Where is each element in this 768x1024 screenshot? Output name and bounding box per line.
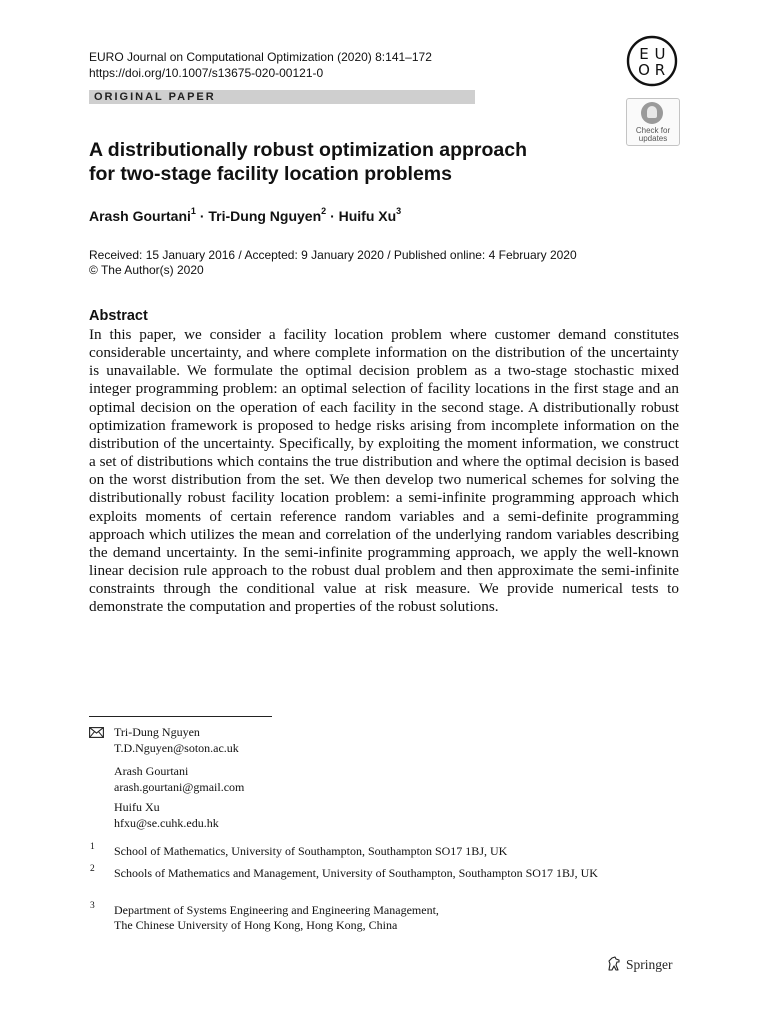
affiliation-text: School of Mathematics, University of Southampton, Southampton SO17 1BJ, UK: [114, 844, 508, 858]
author-separator: ·: [199, 208, 205, 224]
affiliation-number: 2: [90, 864, 95, 874]
euro-logo-letter: U: [654, 45, 666, 63]
envelope-icon: [89, 727, 104, 738]
author-separator: ·: [330, 208, 335, 224]
copyright-notice: © The Author(s) 2020: [89, 263, 204, 277]
affiliation-text: Department of Systems Engineering and Engineering Management,: [114, 903, 439, 917]
affiliation-text: Schools of Mathematics and Management, University of Southampton, Southampton SO17 1BJ, UK: [114, 866, 598, 880]
affiliation-text: The Chinese University of Hong Kong, Hong Kong, China: [114, 918, 398, 932]
publication-dates: Received: 15 January 2016 / Accepted: 9 January 2020 / Published online: 4 February 2020: [89, 248, 577, 262]
publisher-name: Springer: [626, 957, 673, 972]
author-affiliation-mark: 1: [190, 206, 196, 217]
affiliation-number: 3: [90, 901, 95, 911]
paper-title: [89, 138, 609, 186]
affiliation-number: 1: [90, 842, 95, 852]
contact-email[interactable]: hfxu@se.cuhk.edu.hk: [114, 816, 219, 830]
contact-name: Tri-Dung Nguyen: [114, 725, 200, 739]
springer-horse-icon: [606, 956, 622, 972]
euro-logo: [626, 35, 678, 87]
euro-logo-letter: O: [638, 61, 650, 79]
contact-name: Huifu Xu: [114, 800, 160, 814]
author-affiliation-mark: 2: [321, 206, 327, 217]
abstract-text: In this paper, we consider a facility location problem where customer demand constitutes considerable uncertainty, and where complete information on the distribution of the uncertainty is unavailable. We formulate the optimal decision problem as a two-stage stochastic mixed integer programming problem: an optimal selection of facility locations in the first stage and an optimal decision on the operation of each facility in the second stage. A distributionally robust optimization framework is proposed to hedge risks arising from incomplete information on the distribution of the uncertainty. Specifically, by exploiting the moment information, we construct a set of distributions which contains the true distribution and where the optimal decision is based on the worst distribution from the set. We then develop two numerical schemes for solving the distributionally robust facility location problem: a semi-infinite programming approach which exploits moments of certain reference random variables and a semi-definite programming approach which utilizes the mean and correlation of the underlying random variables describing the demand uncertainty. In the semi-infinite programming approach, we apply the well-known linear decision rule approach to the robust dual problem and then approximate the semi-infinite constraints through the conditional value at risk measure. We provide numerical tests to demonstrate the computation and properties of the robust solutions.: [89, 326, 679, 616]
author-list: [89, 207, 401, 225]
contact-email[interactable]: T.D.Nguyen@soton.ac.uk: [114, 741, 239, 755]
footnote-divider: [89, 716, 272, 717]
journal-citation: EURO Journal on Computational Optimization (2020) 8:141–172: [89, 50, 432, 64]
euro-logo-letter: R: [654, 61, 666, 79]
doi-link[interactable]: https://doi.org/10.1007/s13675-020-00121-0: [89, 66, 324, 80]
check-for-updates-badge[interactable]: [626, 98, 680, 146]
abstract-heading: Abstract: [89, 308, 148, 324]
author-name[interactable]: Huifu Xu: [338, 208, 397, 224]
title-line-1: A distributionally robust optimization approach: [89, 139, 528, 161]
author-name[interactable]: Tri-Dung Nguyen: [208, 208, 322, 224]
author-affiliation-mark: 3: [396, 206, 402, 217]
check-badge-line2: updates: [638, 134, 668, 143]
author-name[interactable]: Arash Gourtani: [89, 208, 191, 224]
contact-email[interactable]: arash.gourtani@gmail.com: [114, 780, 245, 794]
check-for-updates-icon: [641, 102, 663, 124]
paper-type-label: ORIGINAL PAPER: [94, 91, 216, 103]
check-badge-line1: Check for: [635, 126, 671, 135]
title-line-2: for two-stage facility location problems: [89, 163, 452, 185]
contact-name: Arash Gourtani: [114, 764, 189, 778]
euro-logo-letter: E: [639, 45, 649, 63]
